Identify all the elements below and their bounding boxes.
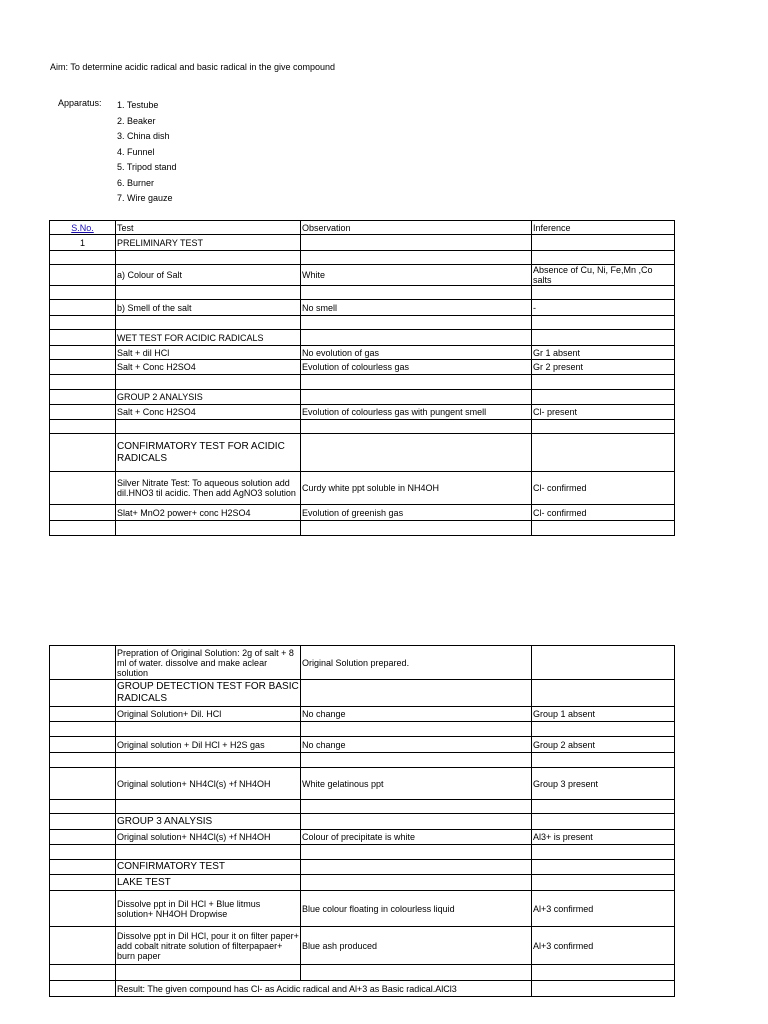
table-row [50, 860, 675, 875]
cell-sno [50, 375, 116, 390]
table-row [50, 737, 675, 753]
cell-sno [50, 346, 116, 360]
cell-sno: 1 [50, 235, 116, 251]
cell-sno [50, 646, 116, 680]
cell-sno [50, 316, 116, 330]
cell-inference: Cl- present [532, 405, 675, 420]
cell-test: Original solution+ NH4Cl(s) +f NH4OH [116, 768, 301, 800]
cell-test: GROUP 2 ANALYSIS [116, 390, 301, 405]
cell-sno [50, 875, 116, 891]
header-test: Test [116, 221, 301, 235]
cell-test: GROUP DETECTION TEST FOR BASIC RADICALS [116, 680, 301, 707]
cell-inference [532, 646, 675, 680]
cell-sno [50, 265, 116, 286]
apparatus-item: 4. Funnel [117, 146, 155, 157]
apparatus-item: 7. Wire gauze [117, 193, 173, 203]
cell-inference [532, 316, 675, 330]
cell-sno [50, 330, 116, 346]
table-row [50, 286, 675, 300]
cell-test: CONFIRMATORY TEST [116, 860, 301, 875]
cell-observation [301, 860, 532, 875]
cell-observation [301, 316, 532, 330]
cell-observation [301, 390, 532, 405]
cell-inference [532, 375, 675, 390]
table-row [50, 434, 675, 472]
cell-observation: Blue ash produced [301, 927, 532, 965]
table-row [50, 646, 675, 680]
cell-inference: Absence of Cu, Ni, Fe,Mn ,Co salts [532, 265, 675, 286]
header-observation: Observation [301, 221, 532, 235]
table-row [50, 722, 675, 737]
cell-test: b) Smell of the salt [116, 300, 301, 316]
cell-observation [301, 722, 532, 737]
cell-sno [50, 251, 116, 265]
cell-observation [301, 434, 532, 472]
cell-test [116, 753, 301, 768]
table-row [50, 300, 675, 316]
cell-test [116, 521, 301, 536]
result-text: Result: The given compound has Cl- as Acidic radical and Al+3 as Basic radical.AlCl3 [116, 981, 532, 997]
cell-sno [50, 505, 116, 521]
cell-inference [532, 251, 675, 265]
cell-test: Salt + Conc H2SO4 [116, 360, 301, 375]
cell-test: Dissolve ppt in Dil HCl, pour it on filter paper+ add cobalt nitrate solution of filterpapaer+ burn paper [116, 927, 301, 965]
apparatus-label: Apparatus: [58, 98, 102, 108]
result-row [50, 981, 675, 997]
cell-observation [301, 420, 532, 434]
cell-inference [532, 434, 675, 472]
cell-observation [301, 251, 532, 265]
table-row [50, 316, 675, 330]
cell-sno [50, 965, 116, 981]
cell-test: Original Solution+ Dil. HCl [116, 707, 301, 722]
cell-test [116, 800, 301, 814]
cell-observation: No evolution of gas [301, 346, 532, 360]
cell-sno [50, 722, 116, 737]
table-row [50, 265, 675, 286]
cell-sno [50, 286, 116, 300]
table-row [50, 845, 675, 860]
cell-inference [532, 330, 675, 346]
cell-test: Silver Nitrate Test: To aqueous solution add dil.HNO3 til acidic. Then add AgNO3 solution [116, 472, 301, 505]
table-row [50, 768, 675, 800]
basic-radical-table [49, 645, 675, 997]
table-row [50, 472, 675, 505]
cell-observation: No smell [301, 300, 532, 316]
cell-test [116, 316, 301, 330]
table-row [50, 521, 675, 536]
cell-observation [301, 521, 532, 536]
cell-inference [532, 981, 675, 997]
table-row [50, 965, 675, 981]
aim-text: Aim: To determine acidic radical and basic radical in the give compound [50, 62, 335, 72]
cell-sno [50, 405, 116, 420]
cell-test: WET TEST FOR ACIDIC RADICALS [116, 330, 301, 346]
cell-inference [532, 965, 675, 981]
cell-observation: Original Solution prepared. [301, 646, 532, 680]
table-row [50, 251, 675, 265]
cell-sno [50, 521, 116, 536]
table-row [50, 405, 675, 420]
cell-sno [50, 830, 116, 845]
cell-test [116, 965, 301, 981]
cell-inference: Gr 1 absent [532, 346, 675, 360]
cell-inference: Cl- confirmed [532, 505, 675, 521]
cell-observation [301, 235, 532, 251]
cell-test: LAKE TEST [116, 875, 301, 891]
cell-observation [301, 814, 532, 830]
cell-sno [50, 680, 116, 707]
table-header-row [50, 221, 675, 235]
cell-sno [50, 472, 116, 505]
table-row [50, 505, 675, 521]
cell-observation [301, 800, 532, 814]
cell-sno [50, 737, 116, 753]
cell-sno [50, 800, 116, 814]
apparatus-item: 2. Beaker [117, 115, 156, 126]
cell-sno [50, 753, 116, 768]
apparatus-item: 6. Burner [117, 177, 155, 188]
cell-observation: White gelatinous ppt [301, 768, 532, 800]
cell-sno [50, 300, 116, 316]
cell-observation: White [301, 265, 532, 286]
cell-test [116, 845, 301, 860]
table-row [50, 346, 675, 360]
cell-sno [50, 814, 116, 830]
cell-test: Slat+ MnO2 power+ conc H2SO4 [116, 505, 301, 521]
cell-test: a) Colour of Salt [116, 265, 301, 286]
cell-observation: Evolution of colourless gas [301, 360, 532, 375]
cell-observation: Colour of precipitate is white [301, 830, 532, 845]
cell-sno [50, 434, 116, 472]
cell-test: Original solution+ NH4Cl(s) +f NH4OH [116, 830, 301, 845]
cell-inference: - [532, 300, 675, 316]
table-row [50, 927, 675, 965]
cell-sno [50, 390, 116, 405]
cell-observation [301, 965, 532, 981]
header-sno-link[interactable]: S.No. [50, 221, 116, 235]
cell-observation [301, 330, 532, 346]
table-row [50, 830, 675, 845]
acidic-radical-table [49, 220, 675, 536]
cell-inference: Al3+ is present [532, 830, 675, 845]
cell-inference: Group 1 absent [532, 707, 675, 722]
cell-test: PRELIMINARY TEST [116, 235, 301, 251]
cell-sno [50, 768, 116, 800]
cell-observation: Blue colour floating in colourless liquid [301, 891, 532, 927]
cell-sno [50, 891, 116, 927]
cell-inference [532, 845, 675, 860]
cell-test [116, 375, 301, 390]
cell-inference [532, 521, 675, 536]
cell-sno [50, 860, 116, 875]
cell-sno [50, 360, 116, 375]
cell-observation [301, 680, 532, 707]
cell-inference [532, 875, 675, 891]
cell-test: Salt + Conc H2SO4 [116, 405, 301, 420]
cell-inference [532, 680, 675, 707]
apparatus-item: 1. Testube [117, 100, 159, 110]
table-row [50, 753, 675, 768]
cell-observation: No change [301, 707, 532, 722]
table-row [50, 360, 675, 375]
cell-observation: Evolution of colourless gas with pungent smell [301, 405, 532, 420]
cell-inference: Gr 2 present [532, 360, 675, 375]
table-row [50, 875, 675, 891]
cell-test [116, 722, 301, 737]
cell-test: Dissolve ppt in Dil HCl + Blue litmus solution+ NH4OH Dropwise [116, 891, 301, 927]
cell-inference [532, 753, 675, 768]
cell-inference [532, 420, 675, 434]
table-row [50, 707, 675, 722]
cell-test: CONFIRMATORY TEST FOR ACIDIC RADICALS [116, 434, 301, 472]
table-row [50, 235, 675, 251]
cell-inference [532, 390, 675, 405]
cell-sno [50, 981, 116, 997]
apparatus-list [117, 98, 177, 207]
cell-sno [50, 420, 116, 434]
table-row [50, 330, 675, 346]
cell-inference: Al+3 confirmed [532, 891, 675, 927]
table-row [50, 800, 675, 814]
cell-observation [301, 753, 532, 768]
header-inference: Inference [532, 221, 675, 235]
cell-observation: Curdy white ppt soluble in NH4OH [301, 472, 532, 505]
cell-test [116, 420, 301, 434]
cell-inference: Cl- confirmed [532, 472, 675, 505]
cell-observation [301, 375, 532, 390]
table-row [50, 375, 675, 390]
table-row [50, 420, 675, 434]
cell-observation [301, 845, 532, 860]
cell-inference [532, 800, 675, 814]
cell-test [116, 286, 301, 300]
cell-test: Original solution + Dil HCl + H2S gas [116, 737, 301, 753]
apparatus-item: 5. Tripod stand [117, 162, 177, 172]
cell-observation [301, 286, 532, 300]
cell-inference: Group 2 absent [532, 737, 675, 753]
table-row [50, 814, 675, 830]
cell-test: GROUP 3 ANALYSIS [116, 814, 301, 830]
cell-sno [50, 707, 116, 722]
cell-inference [532, 814, 675, 830]
cell-sno [50, 845, 116, 860]
cell-observation: No change [301, 737, 532, 753]
cell-inference [532, 860, 675, 875]
table-row [50, 891, 675, 927]
apparatus-item: 3. China dish [117, 131, 170, 141]
cell-test [116, 251, 301, 265]
cell-sno [50, 927, 116, 965]
cell-inference [532, 286, 675, 300]
cell-observation: Evolution of greenish gas [301, 505, 532, 521]
table-row [50, 680, 675, 707]
cell-test: Prepration of Original Solution: 2g of salt + 8 ml of water. dissolve and make aclear solution [116, 646, 301, 680]
cell-inference: Group 3 present [532, 768, 675, 800]
cell-inference [532, 722, 675, 737]
cell-test: Salt + dil HCl [116, 346, 301, 360]
table-row [50, 390, 675, 405]
cell-inference [532, 235, 675, 251]
cell-inference: Al+3 confirmed [532, 927, 675, 965]
cell-observation [301, 875, 532, 891]
